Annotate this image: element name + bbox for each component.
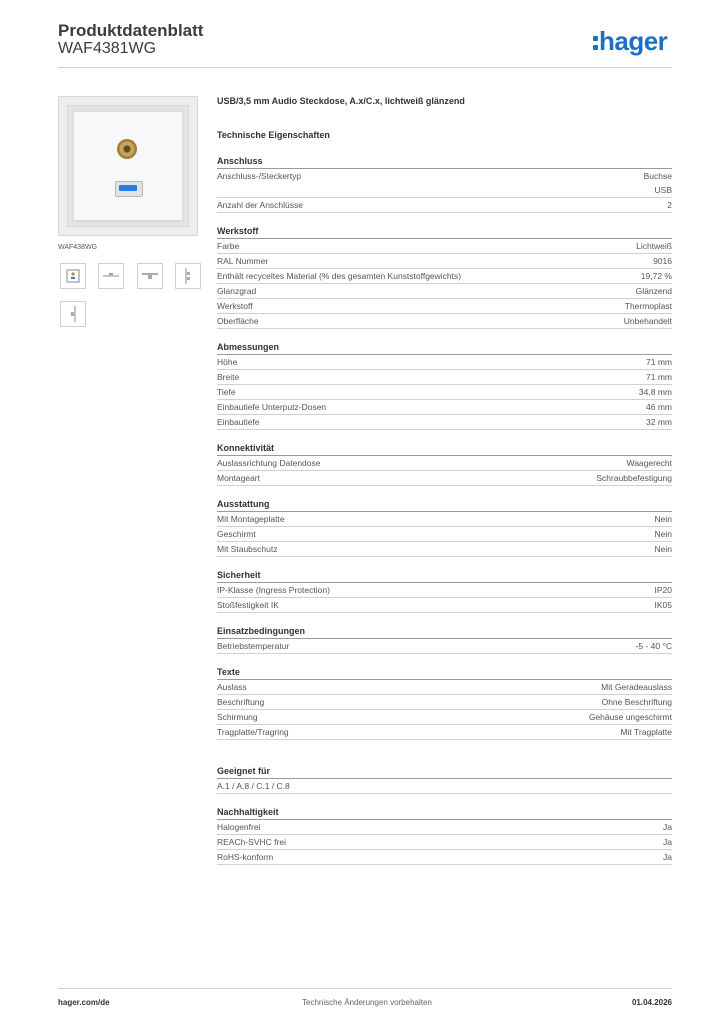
spec-row [217, 456, 672, 471]
spec-value-line: 46 mm [646, 402, 672, 412]
spec-row [217, 598, 672, 613]
spec-value-line: Unbehandelt [623, 316, 672, 326]
usb-port-icon [115, 181, 143, 197]
spec-value-line: Ja [663, 822, 672, 832]
section-title: Nachhaltigkeit [217, 807, 672, 820]
spec-value [646, 415, 672, 429]
spec-value [655, 512, 672, 526]
spec-label: Breite [217, 372, 240, 382]
spec-content [217, 96, 672, 865]
thumbnail-side-3[interactable] [60, 301, 86, 327]
spec-value [663, 850, 672, 864]
spec-value [621, 725, 673, 739]
section-ausstattung [217, 499, 672, 557]
spec-value-line: Mit Geradeauslass [601, 682, 672, 692]
spec-row [217, 198, 672, 213]
spec-row [217, 370, 672, 385]
spec-value [646, 400, 672, 414]
spec-value-line: Nein [654, 529, 672, 539]
spec-value: A.1 / A.8 / C.1 / C.8 [217, 781, 290, 791]
thumbnail-front[interactable] [60, 263, 86, 289]
spec-row [217, 835, 672, 850]
side-view-icon [99, 264, 123, 288]
spec-row [217, 239, 672, 254]
spec-label: RAL Nummer [217, 256, 269, 266]
tech-title: Technische Eigenschaften [217, 130, 330, 140]
spec-value-line: 71 mm [646, 372, 672, 382]
section-werkstoff [217, 226, 672, 329]
spec-row [217, 415, 672, 430]
footer-date: 01.04.2026 [631, 998, 672, 1007]
spec-label: Mit Montageplatte [217, 514, 285, 524]
spec-label: Glanzgrad [217, 286, 257, 296]
section-title: Abmessungen [217, 342, 672, 355]
spec-row [217, 542, 672, 557]
spec-label: Betriebstemperatur [217, 641, 290, 651]
spec-label: Mit Staubschutz [217, 544, 278, 554]
spec-row [217, 695, 672, 710]
spec-row [217, 779, 672, 794]
spec-value [602, 695, 672, 709]
section-sicherheit [217, 570, 672, 613]
spec-value [663, 835, 672, 849]
spec-row [217, 820, 672, 835]
spec-value [667, 198, 672, 212]
spec-value-line: Nein [654, 544, 672, 554]
spec-value-line: -5 - 40 °C [635, 641, 672, 651]
footer-divider [58, 988, 672, 989]
footer-website[interactable]: hager.com/de [58, 998, 110, 1007]
section-title: Konnektivität [217, 443, 672, 456]
spec-row [217, 355, 672, 370]
spec-value-line: 71 mm [646, 357, 672, 367]
spec-value [663, 820, 672, 834]
spec-value [625, 299, 672, 313]
spec-value-line: Mit Tragplatte [620, 727, 672, 737]
spec-label: Werkstoff [217, 301, 253, 311]
image-caption: WAF438WG [58, 244, 98, 251]
product-image [58, 96, 198, 236]
section-title: Werkstoff [217, 226, 672, 239]
section-texte [217, 667, 672, 740]
spec-row [217, 314, 672, 329]
spec-row [217, 385, 672, 400]
spec-value-line: Ja [663, 837, 672, 847]
spec-row [217, 850, 672, 865]
thumbnail-side-1[interactable] [98, 263, 124, 289]
section-konnektivit-t [217, 443, 672, 486]
spec-label: Auslass [217, 682, 247, 692]
spec-value-line: Lichtweiß [636, 241, 672, 251]
section-sustainability-block [217, 807, 672, 865]
spec-value [641, 269, 672, 283]
spec-row [217, 471, 672, 486]
spec-value [636, 639, 672, 653]
product-code: WAF4381WG [58, 40, 157, 57]
section-title: Ausstattung [217, 499, 672, 512]
spec-value-line: 32 mm [646, 417, 672, 427]
spec-row [217, 299, 672, 314]
spec-label: Einbautiefe Unterputz-Dosen [217, 402, 327, 412]
spec-label: Tiefe [217, 387, 236, 397]
spec-label: Beschriftung [217, 697, 265, 707]
spec-sections [217, 156, 672, 740]
spec-row [217, 269, 672, 284]
spec-row [217, 583, 672, 598]
spec-value [636, 239, 672, 253]
spec-value-line: Buchse [643, 171, 672, 181]
spec-value [624, 314, 672, 328]
thumbnail-side-2[interactable] [175, 263, 201, 289]
section-title: Einsatzbedingungen [217, 626, 672, 639]
socket-plate [73, 111, 183, 221]
spec-value [636, 284, 672, 298]
spec-value [596, 471, 672, 485]
spec-row [217, 710, 672, 725]
spec-value [653, 254, 672, 268]
section-anschluss [217, 156, 672, 213]
hager-logo [593, 26, 667, 56]
spec-row [217, 639, 672, 654]
spec-label: Enthält recyceltes Material (% des gesamten Kunststoffgewichts) [217, 271, 462, 281]
spec-value [646, 370, 672, 384]
spec-row [217, 725, 672, 740]
section-title: Geeignet für [217, 766, 672, 779]
spec-value [626, 456, 672, 470]
spec-value [639, 385, 672, 399]
spec-value [601, 680, 672, 694]
spec-value-line: Schraubbefestigung [596, 473, 672, 483]
section-sustainability [217, 807, 672, 865]
spec-value-line: IP20 [654, 585, 672, 595]
spec-value-line: 2 [667, 200, 672, 210]
footer-note: Technische Änderungen vorbehalten [302, 998, 432, 1007]
spec-row [217, 169, 672, 198]
spec-value-line: Ohne Beschriftung [601, 697, 672, 707]
logo-colon-icon [593, 34, 598, 52]
spec-value-line: 9016 [653, 256, 672, 266]
spec-label: REACh-SVHC frei [217, 837, 286, 847]
section-title: Sicherheit [217, 570, 672, 583]
spec-label: Anzahl der Anschlüsse [217, 200, 303, 210]
section-title: Texte [217, 667, 672, 680]
spec-value [644, 169, 672, 197]
spec-label: Einbautiefe [217, 417, 260, 427]
spec-label: Tragplatte/Tragring [217, 727, 289, 737]
section-suitable [217, 766, 672, 794]
front-view-icon [61, 264, 85, 288]
back-view-icon [61, 302, 85, 326]
audio-jack-icon [117, 139, 137, 159]
spec-label: Farbe [217, 241, 240, 251]
spec-row [217, 527, 672, 542]
spec-value-line: USB [654, 185, 672, 195]
header-divider [58, 67, 672, 68]
spec-label: Schirmung [217, 712, 258, 722]
spec-value-line: Ja [663, 852, 672, 862]
spec-row [217, 400, 672, 415]
section-title: Anschluss [217, 156, 672, 169]
thumbnail-top[interactable] [137, 263, 163, 289]
spec-label: Auslassrichtung Datendose [217, 458, 321, 468]
spec-value-line: 34,8 mm [638, 387, 672, 397]
top-view-icon [138, 264, 162, 288]
spec-value [655, 583, 673, 597]
spec-row [217, 254, 672, 269]
spec-value-line: Glänzend [635, 286, 672, 296]
spec-label: RoHS-konform [217, 852, 274, 862]
spec-value [655, 527, 672, 541]
spec-label: Montageart [217, 473, 260, 483]
spec-value [655, 598, 673, 612]
profile-view-icon [176, 264, 200, 288]
document-title: Produktdatenblatt [58, 21, 204, 40]
spec-label: Anschluss-/Steckertyp [217, 171, 302, 181]
spec-value-line: Nein [654, 514, 672, 524]
spec-label: Halogenfrei [217, 822, 261, 832]
section-einsatzbedingungen [217, 626, 672, 654]
spec-value-line: Thermoplast [624, 301, 672, 311]
spec-label: IP-Klasse (Ingress Protection) [217, 585, 330, 595]
spec-row [217, 284, 672, 299]
spec-value [589, 710, 672, 724]
spec-row [217, 512, 672, 527]
spec-label: Oberfläche [217, 316, 259, 326]
spec-value-line: IK05 [654, 600, 672, 610]
spec-value [646, 355, 672, 369]
spec-label: Stoßfestigkeit IK [217, 600, 279, 610]
spec-value-line: Waagerecht [626, 458, 672, 468]
product-title: USB/3,5 mm Audio Steckdose, A.x/C.x, lichtweiß glänzend [217, 96, 465, 106]
spec-value-line: 19,72 % [640, 271, 672, 281]
section-abmessungen [217, 342, 672, 430]
spec-value-line: Gehäuse ungeschirmt [588, 712, 672, 722]
logo-text: hager [599, 26, 668, 56]
spec-value [655, 542, 672, 556]
spec-label: Geschirmt [217, 529, 256, 539]
spec-label: Höhe [217, 357, 238, 367]
spec-row [217, 680, 672, 695]
